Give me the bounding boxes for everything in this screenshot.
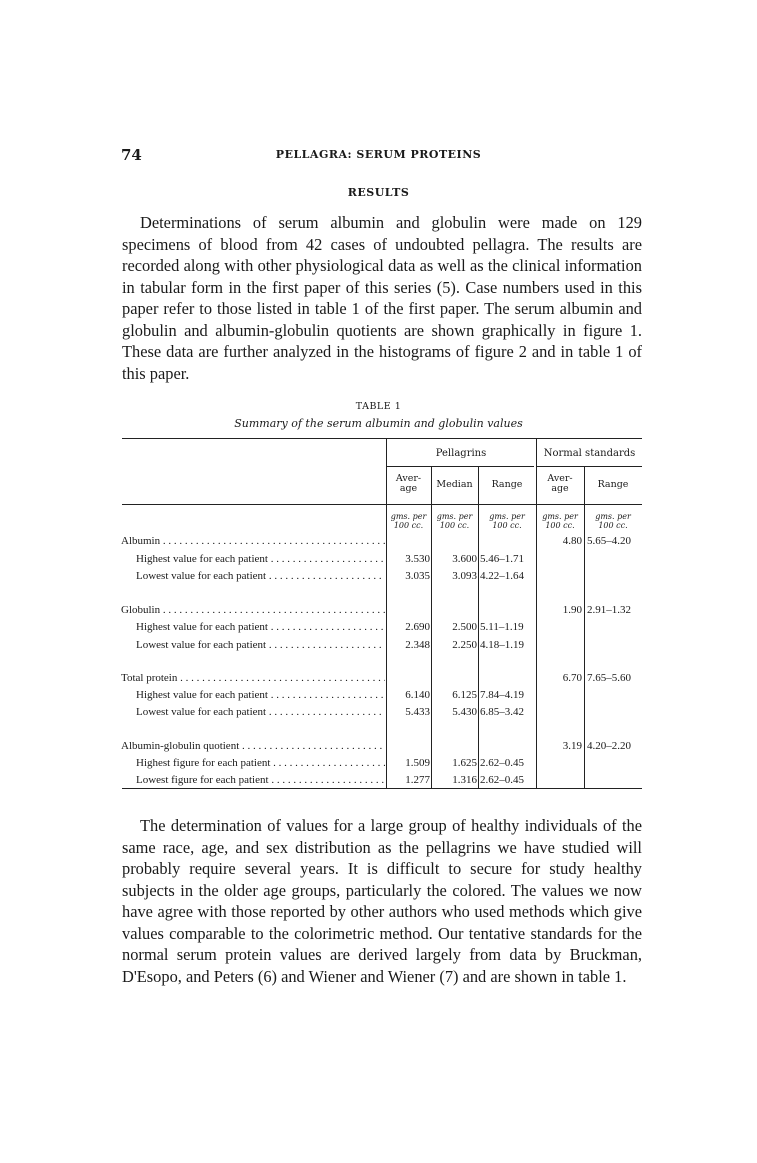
unit-line1: gms. per [390,512,427,521]
table-top-rule [122,438,642,439]
header-rule [122,504,642,505]
range-cell: 4.18–1.19 [480,639,524,651]
normal-average-cell: 4.80 [562,535,582,547]
header-range: Range [491,479,523,490]
results-paragraph: Determinations of serum albumin and globulin were made on 129 specimens of blood from 42 cases of undoubted pellagra. The results are recorded along with other physiological data as well as the clinical information in tabular form in the first paper of this series (5). Case numbers used in this paper refer to those listed in table 1 of the first paper. The serum albumin and globulin and albumin-globulin quotients are shown graphically in figure 1. These data are further analyzed in the histograms of figure 2 and in table 1 of this paper. [122,213,642,383]
column-rule [584,466,585,788]
normal-average-cell: 3.19 [562,740,582,752]
row-label: Lowest value for each patient . . . [136,706,385,718]
normal-average-cell: 6.70 [562,672,582,684]
section-heading: RESULTS [347,186,410,199]
table-label: TABLE 1 [355,401,402,412]
table-bottom-rule [122,788,642,789]
table-caption: Summary of the serum albumin and globulin values [234,417,523,430]
unit-line2: 100 cc. [545,521,575,530]
row-label: Highest value for each patient . . . [136,621,385,633]
unit-line2: 100 cc. [598,521,628,530]
median-cell: 3.093 [452,570,477,582]
row-label: Globulin . . . [121,604,385,616]
header-normal-range: Range [597,479,629,490]
average-cell: 6.140 [405,689,430,701]
running-head: PELLAGRA: SERUM PROTEINS [275,148,482,161]
row-label: Lowest figure for each patient . . . [136,774,385,786]
range-cell: 7.84–4.19 [480,689,524,701]
normal-range-cell: 5.65–4.20 [587,535,631,547]
median-cell: 3.600 [452,553,477,565]
average-cell: 3.530 [405,553,430,565]
unit-line1: gms. per [489,512,525,521]
header-average-line1: Aver- [395,473,422,484]
range-cell: 5.11–1.19 [480,621,524,633]
range-cell: 5.46–1.71 [480,553,524,565]
header-median: Median [436,479,473,490]
average-cell: 3.035 [405,570,430,582]
row-label: Albumin-globulin quotient . . . [121,740,385,752]
median-cell: 6.125 [452,689,477,701]
average-cell: 1.277 [405,774,430,786]
row-label: Lowest value for each patient . . . [136,570,385,582]
row-label: Highest value for each patient . . . [136,689,385,701]
column-rule [536,438,537,788]
row-label: Lowest value for each patient . . . [136,639,385,651]
header-normal-average-line2: age [551,483,569,494]
average-cell: 1.509 [405,757,430,769]
unit-line1: gms. per [595,512,631,521]
column-rule [478,466,479,788]
range-cell: 2.62–0.45 [480,757,524,769]
unit-line2: 100 cc. [393,521,424,530]
header-normal-standards: Normal standards [543,448,636,459]
column-rule [431,466,432,788]
range-cell: 4.22–1.64 [480,570,524,582]
row-label: Albumin . . . [121,535,385,547]
normal-range-cell: 7.65–5.60 [587,672,631,684]
unit-line1: gms. per [542,512,578,521]
average-cell: 5.433 [405,706,430,718]
normal-range-cell: 4.20–2.20 [587,740,631,752]
average-cell: 2.348 [405,639,430,651]
standards-paragraph: The determination of values for a large group of healthy individuals of the same race, age, and sex distribution as the pellagrins we have studied will probably require several years. It is difficult to secure for study healthy subjects in the older age groups, particularly the colored. The values we now have agree with those reported by other authors who used methods which give values comparable to the colorimetric method. Our tentative standards for the normal serum protein values are derived largely from data by Bruckman, D'Esopo, and Peters (6) and Wiener and Wiener (7) and are shown in table 1. [122,816,642,986]
row-label: Total protein . . . [121,672,385,684]
pellagrins-group-rule [386,466,534,467]
range-cell: 6.85–3.42 [480,706,524,718]
header-normal-average-line1: Aver- [547,473,573,484]
unit-line1: gms. per [436,512,473,521]
row-label: Highest value for each patient . . . [136,553,385,565]
average-cell: 2.690 [405,621,430,633]
range-cell: 2.62–0.45 [480,774,524,786]
column-rule [386,438,387,788]
header-pellagrins: Pellagrins [435,448,487,459]
row-label: Highest figure for each patient . . . [136,757,385,769]
header-average-line2: age [399,483,418,494]
normal-group-rule [537,466,642,467]
median-cell: 2.250 [452,639,477,651]
normal-average-cell: 1.90 [562,604,582,616]
normal-range-cell: 2.91–1.32 [587,604,631,616]
median-cell: 5.430 [452,706,477,718]
unit-line2: 100 cc. [439,521,470,530]
median-cell: 1.625 [452,757,477,769]
page-number: 74 [121,146,142,164]
median-cell: 2.500 [452,621,477,633]
unit-line2: 100 cc. [492,521,522,530]
median-cell: 1.316 [452,774,477,786]
